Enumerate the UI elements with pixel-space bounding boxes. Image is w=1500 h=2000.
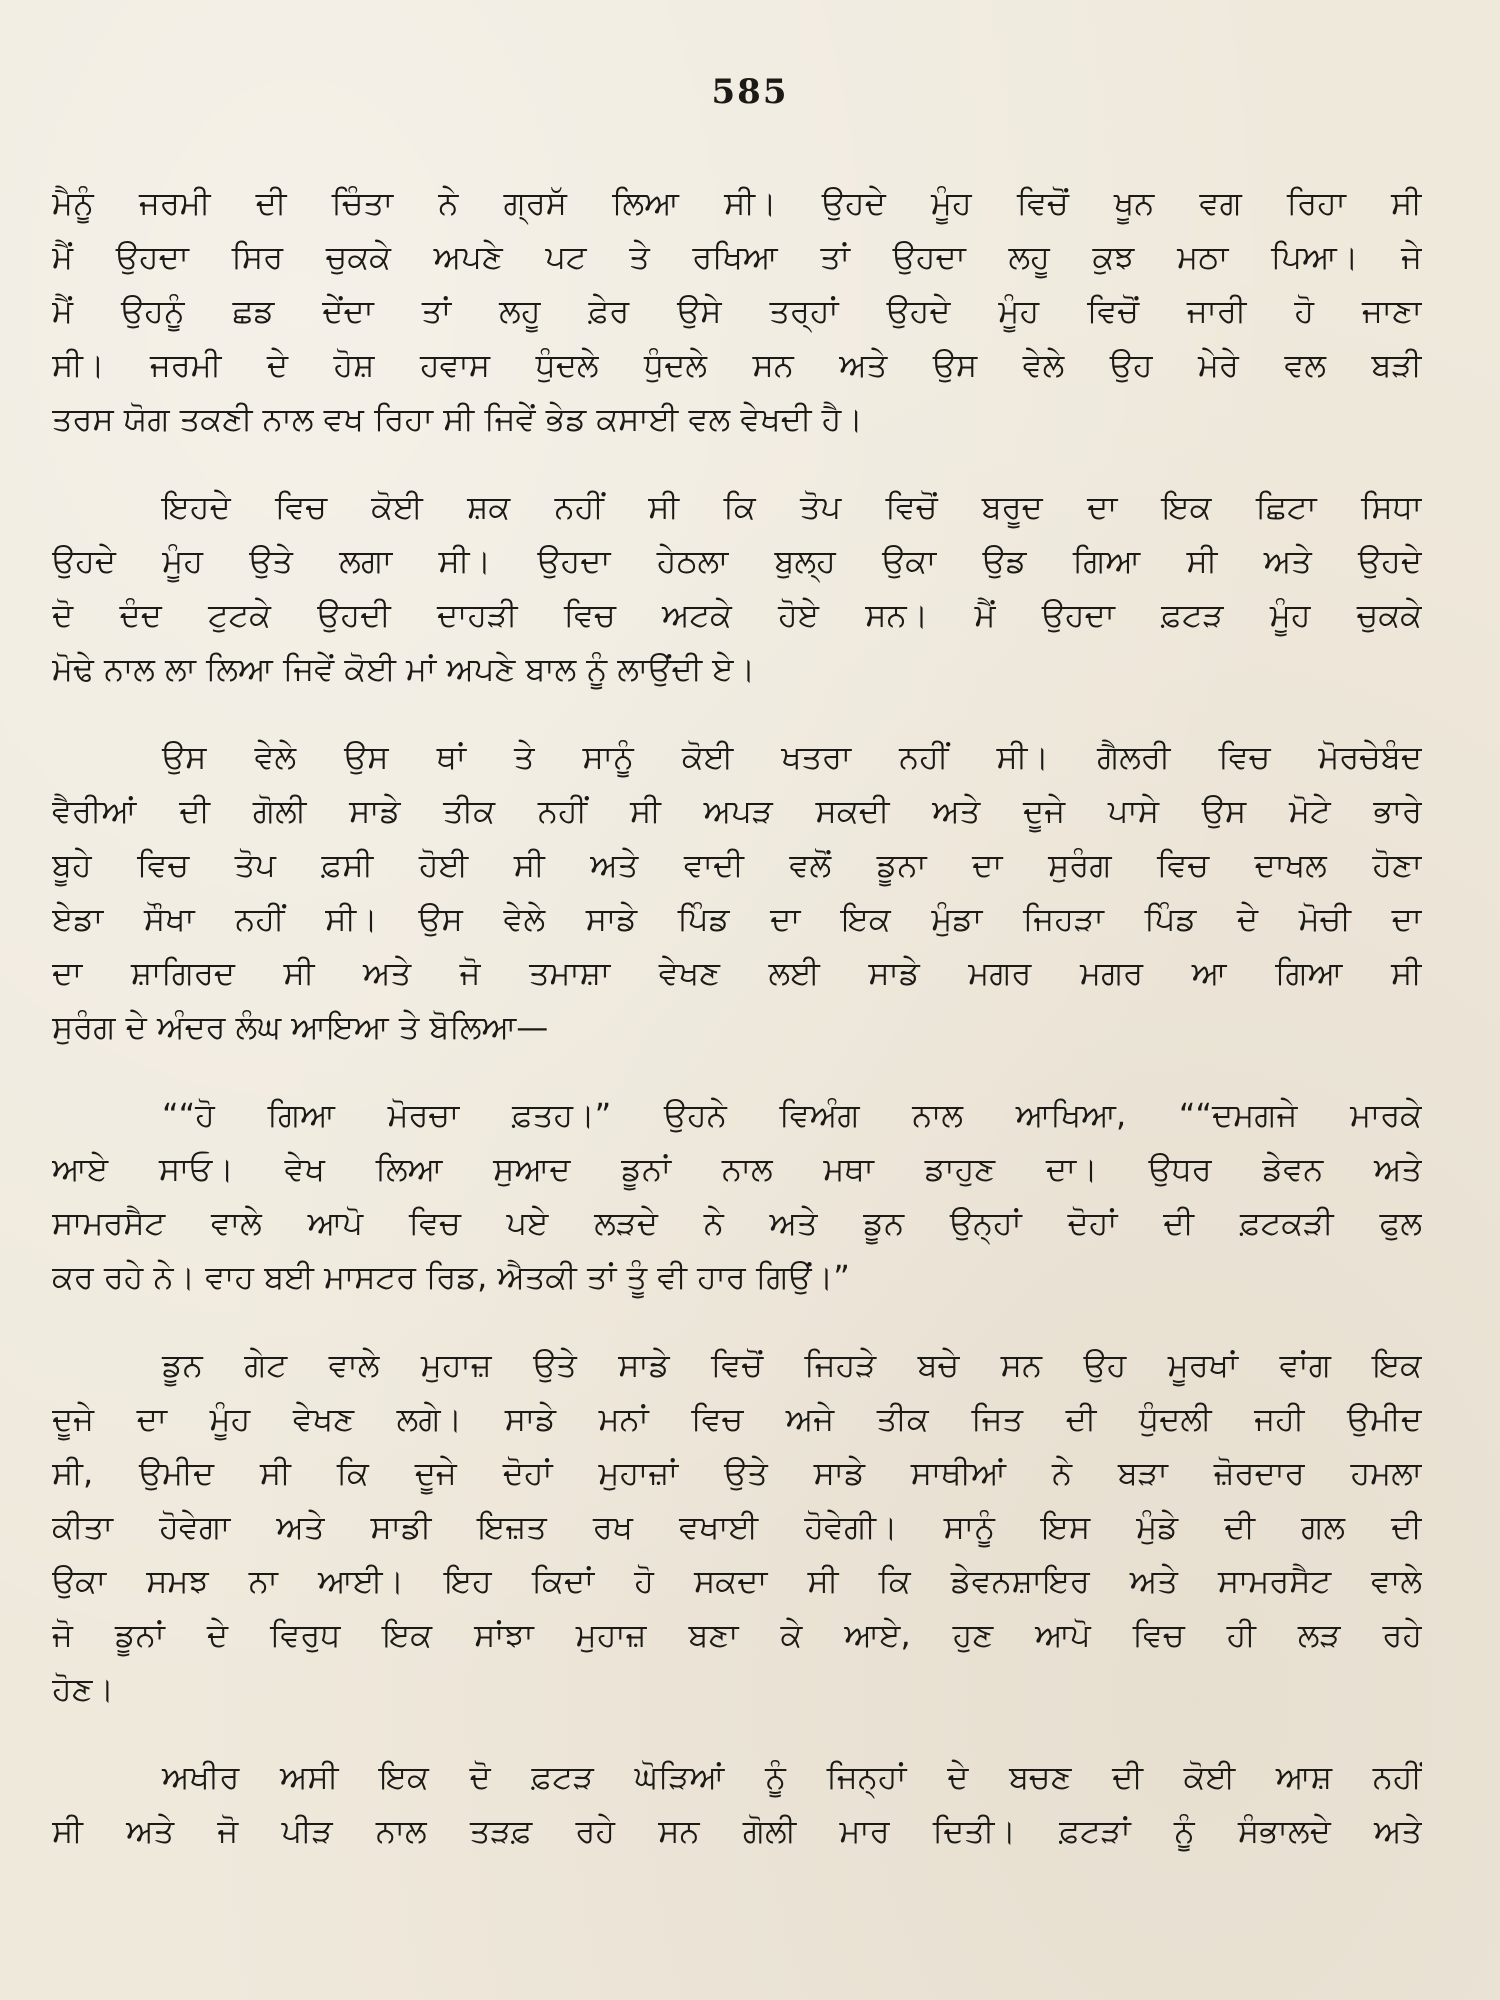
text-line: ਮੈਨੂੰ ਜਰਮੀ ਦੀ ਚਿੰਤਾ ਨੇ ਗ੍ਰਸੱ ਲਿਆ ਸੀ। ਉਹਦੇ ਮੂੰਹ ਵਿਚੋਂ ਖੂਨ ਵਗ ਰਿਹਾ ਸੀ <box>52 184 1422 222</box>
paragraph <box>52 480 1422 696</box>
text-line: ਇਹਦੇ ਵਿਚ ਕੋਈ ਸ਼ਕ ਨਹੀਂ ਸੀ ਕਿ ਤੋਪ ਵਿਚੋਂ ਬਰੂਦ ਦਾ ਇਕ ਛਿਟਾ ਸਿਧਾ <box>162 488 1422 526</box>
text-line: ਉਹਦੇ ਮੂੰਹ ਉਤੇ ਲਗਾ ਸੀ। ਉਹਦਾ ਹੇਠਲਾ ਬੁਲ੍ਹ ਉਕਾ ਉਡ ਗਿਆ ਸੀ ਅਤੇ ਉਹਦੇ <box>52 542 1422 580</box>
text-line: ਉਕਾ ਸਮਝ ਨਾ ਆਈ। ਇਹ ਕਿਦਾਂ ਹੋ ਸਕਦਾ ਸੀ ਕਿ ਡੇਵਨਸ਼ਾਇਰ ਅਤੇ ਸਾਮਰਸੈਟ ਵਾਲੇ <box>52 1562 1422 1600</box>
text-line: ਸੀ, ਉਮੀਦ ਸੀ ਕਿ ਦੂਜੇ ਦੋਹਾਂ ਮੁਹਾਜ਼ਾਂ ਉਤੇ ਸਾਡੇ ਸਾਥੀਆਂ ਨੇ ਬੜਾ ਜ਼ੋਰਦਾਰ ਹਮਲਾ <box>52 1454 1422 1492</box>
text-line: ਬੂਹੇ ਵਿਚ ਤੋਪ ਫ਼ਸੀ ਹੋਈ ਸੀ ਅਤੇ ਵਾਦੀ ਵਲੋਂ ਡੂਨਾ ਦਾ ਸੁਰੰਗ ਵਿਚ ਦਾਖਲ ਹੋਣਾ <box>52 846 1422 884</box>
paragraph <box>52 730 1422 1054</box>
page-number: 585 <box>711 72 789 112</box>
text-line: ““ਹੋ ਗਿਆ ਮੋਰਚਾ ਫ਼ਤਹ।” ਉਹਨੇ ਵਿਅੰਗ ਨਾਲ ਆਖਿਆ, ““ਦਮਗਜੇ ਮਾਰਕੇ <box>162 1096 1422 1134</box>
text-line: ਸਾਮਰਸੈਟ ਵਾਲੇ ਆਪੋ ਵਿਚ ਪਏ ਲੜਦੇ ਨੇ ਅਤੇ ਡੂਨ ਉਨ੍ਹਾਂ ਦੋਹਾਂ ਦੀ ਫ਼ਟਕੜੀ ਫੁਲ <box>52 1204 1422 1242</box>
text-line: ਸੁਰੰਗ ਦੇ ਅੰਦਰ ਲੰਘ ਆਇਆ ਤੇ ਬੋਲਿਆ— <box>52 1008 549 1046</box>
text-line: ਹੋਣ। <box>52 1670 115 1708</box>
text-line: ਏਡਾ ਸੌਖਾ ਨਹੀਂ ਸੀ। ਉਸ ਵੇਲੇ ਸਾਡੇ ਪਿੰਡ ਦਾ ਇਕ ਮੁੰਡਾ ਜਿਹੜਾ ਪਿੰਡ ਦੇ ਮੋਚੀ ਦਾ <box>52 900 1422 938</box>
paragraph-gap <box>52 696 1422 730</box>
text-line: ਆਏ ਸਾਓ। ਵੇਖ ਲਿਆ ਸੁਆਦ ਡੂਨਾਂ ਨਾਲ ਮਥਾ ਡਾਹੁਣ ਦਾ। ਉਧਰ ਡੇਵਨ ਅਤੇ <box>52 1150 1422 1188</box>
text-line: ਸੀ ਅਤੇ ਜੋ ਪੀੜ ਨਾਲ ਤੜਫ਼ ਰਹੇ ਸਨ ਗੋਲੀ ਮਾਰ ਦਿਤੀ। ਫ਼ਟੜਾਂ ਨੂੰ ਸੰਭਾਲਦੇ ਅਤੇ <box>52 1812 1422 1850</box>
text-line: ਦਾ ਸ਼ਾਗਿਰਦ ਸੀ ਅਤੇ ਜੋ ਤਮਾਸ਼ਾ ਵੇਖਣ ਲਈ ਸਾਡੇ ਮਗਰ ਮਗਰ ਆ ਗਿਆ ਸੀ <box>52 954 1422 992</box>
text-line: ਮੋਢੇ ਨਾਲ ਲਾ ਲਿਆ ਜਿਵੇਂ ਕੋਈ ਮਾਂ ਅਪਣੇ ਬਾਲ ਨੂੰ ਲਾਉਂਦੀ ਏ। <box>52 650 756 688</box>
text-line: ਕਰ ਰਹੇ ਨੇ। ਵਾਹ ਬਈ ਮਾਸਟਰ ਰਿਡ, ਐਤਕੀ ਤਾਂ ਤੂੰ ਵੀ ਹਾਰ ਗਿਉਂ।” <box>52 1258 850 1296</box>
paragraph-gap <box>52 1054 1422 1088</box>
text-line: ਦੋ ਦੰਦ ਟੁਟਕੇ ਉਹਦੀ ਦਾਹੜੀ ਵਿਚ ਅਟਕੇ ਹੋਏ ਸਨ। ਮੈਂ ਉਹਦਾ ਫ਼ਟੜ ਮੂੰਹ ਚੁਕਕੇ <box>52 596 1422 634</box>
text-line: ਡੂਨ ਗੇਟ ਵਾਲੇ ਮੁਹਾਜ਼ ਉਤੇ ਸਾਡੇ ਵਿਚੋਂ ਜਿਹੜੇ ਬਚੇ ਸਨ ਉਹ ਮੂਰਖਾਂ ਵਾਂਗ ਇਕ <box>162 1346 1422 1384</box>
text-line: ਮੈਂ ਉਹਦਾ ਸਿਰ ਚੁਕਕੇ ਅਪਣੇ ਪਟ ਤੇ ਰਖਿਆ ਤਾਂ ਉਹਦਾ ਲਹੂ ਕੁਝ ਮਠਾ ਪਿਆ। ਜੇ <box>52 238 1422 276</box>
text-line: ਸੀ। ਜਰਮੀ ਦੇ ਹੋਸ਼ ਹਵਾਸ ਧੁੰਦਲੇ ਧੁੰਦਲੇ ਸਨ ਅਤੇ ਉਸ ਵੇਲੇ ਉਹ ਮੇਰੇ ਵਲ ਬੜੀ <box>52 346 1422 384</box>
paragraph <box>52 1338 1422 1716</box>
paragraph-gap <box>52 446 1422 480</box>
paragraph <box>52 176 1422 446</box>
paragraph <box>52 1750 1422 1858</box>
text-line: ਅਖੀਰ ਅਸੀ ਇਕ ਦੋ ਫ਼ਟੜ ਘੋੜਿਆਂ ਨੂੰ ਜਿਨ੍ਹਾਂ ਦੇ ਬਚਣ ਦੀ ਕੋਈ ਆਸ਼ ਨਹੀਂ <box>162 1758 1422 1796</box>
paragraph-gap <box>52 1304 1422 1338</box>
paragraph-gap <box>52 1716 1422 1750</box>
text-line: ਦੂਜੇ ਦਾ ਮੂੰਹ ਵੇਖਣ ਲਗੇ। ਸਾਡੇ ਮਨਾਂ ਵਿਚ ਅਜੇ ਤੀਕ ਜਿਤ ਦੀ ਧੁੰਦਲੀ ਜਹੀ ਉਮੀਦ <box>52 1400 1422 1438</box>
text-line: ਤਰਸ ਯੋਗ ਤਕਣੀ ਨਾਲ ਵਖ ਰਿਹਾ ਸੀ ਜਿਵੇਂ ਭੇਡ ਕਸਾਈ ਵਲ ਵੇਖਦੀ ਹੈ। <box>52 400 863 438</box>
text-line: ਜੋ ਡੂਨਾਂ ਦੇ ਵਿਰੁਧ ਇਕ ਸਾਂਝਾ ਮੁਹਾਜ਼ ਬਣਾ ਕੇ ਆਏ, ਹੁਣ ਆਪੋ ਵਿਚ ਹੀ ਲੜ ਰਹੇ <box>52 1616 1422 1654</box>
body-text <box>52 176 1422 1858</box>
text-line: ਉਸ ਵੇਲੇ ਉਸ ਥਾਂ ਤੇ ਸਾਨੂੰ ਕੋਈ ਖਤਰਾ ਨਹੀਂ ਸੀ। ਗੈਲਰੀ ਵਿਚ ਮੋਰਚੇਬੰਦ <box>162 738 1422 776</box>
paragraph <box>52 1088 1422 1304</box>
text-line: ਕੀਤਾ ਹੋਵੇਗਾ ਅਤੇ ਸਾਡੀ ਇਜ਼ਤ ਰਖ ਵਖਾਈ ਹੋਵੇਗੀ। ਸਾਨੂੰ ਇਸ ਮੁੰਡੇ ਦੀ ਗਲ ਦੀ <box>52 1508 1422 1546</box>
text-line: ਵੈਰੀਆਂ ਦੀ ਗੋਲੀ ਸਾਡੇ ਤੀਕ ਨਹੀਂ ਸੀ ਅਪੜ ਸਕਦੀ ਅਤੇ ਦੂਜੇ ਪਾਸੇ ਉਸ ਮੋਟੇ ਭਾਰੇ <box>52 792 1422 830</box>
text-line: ਮੈਂ ਉਹਨੂੰ ਛਡ ਦੇਂਦਾ ਤਾਂ ਲਹੂ ਫ਼ੇਰ ਉਸੇ ਤਰ੍ਹਾਂ ਉਹਦੇ ਮੂੰਹ ਵਿਚੋਂ ਜਾਰੀ ਹੋ ਜਾਣਾ <box>52 292 1422 330</box>
